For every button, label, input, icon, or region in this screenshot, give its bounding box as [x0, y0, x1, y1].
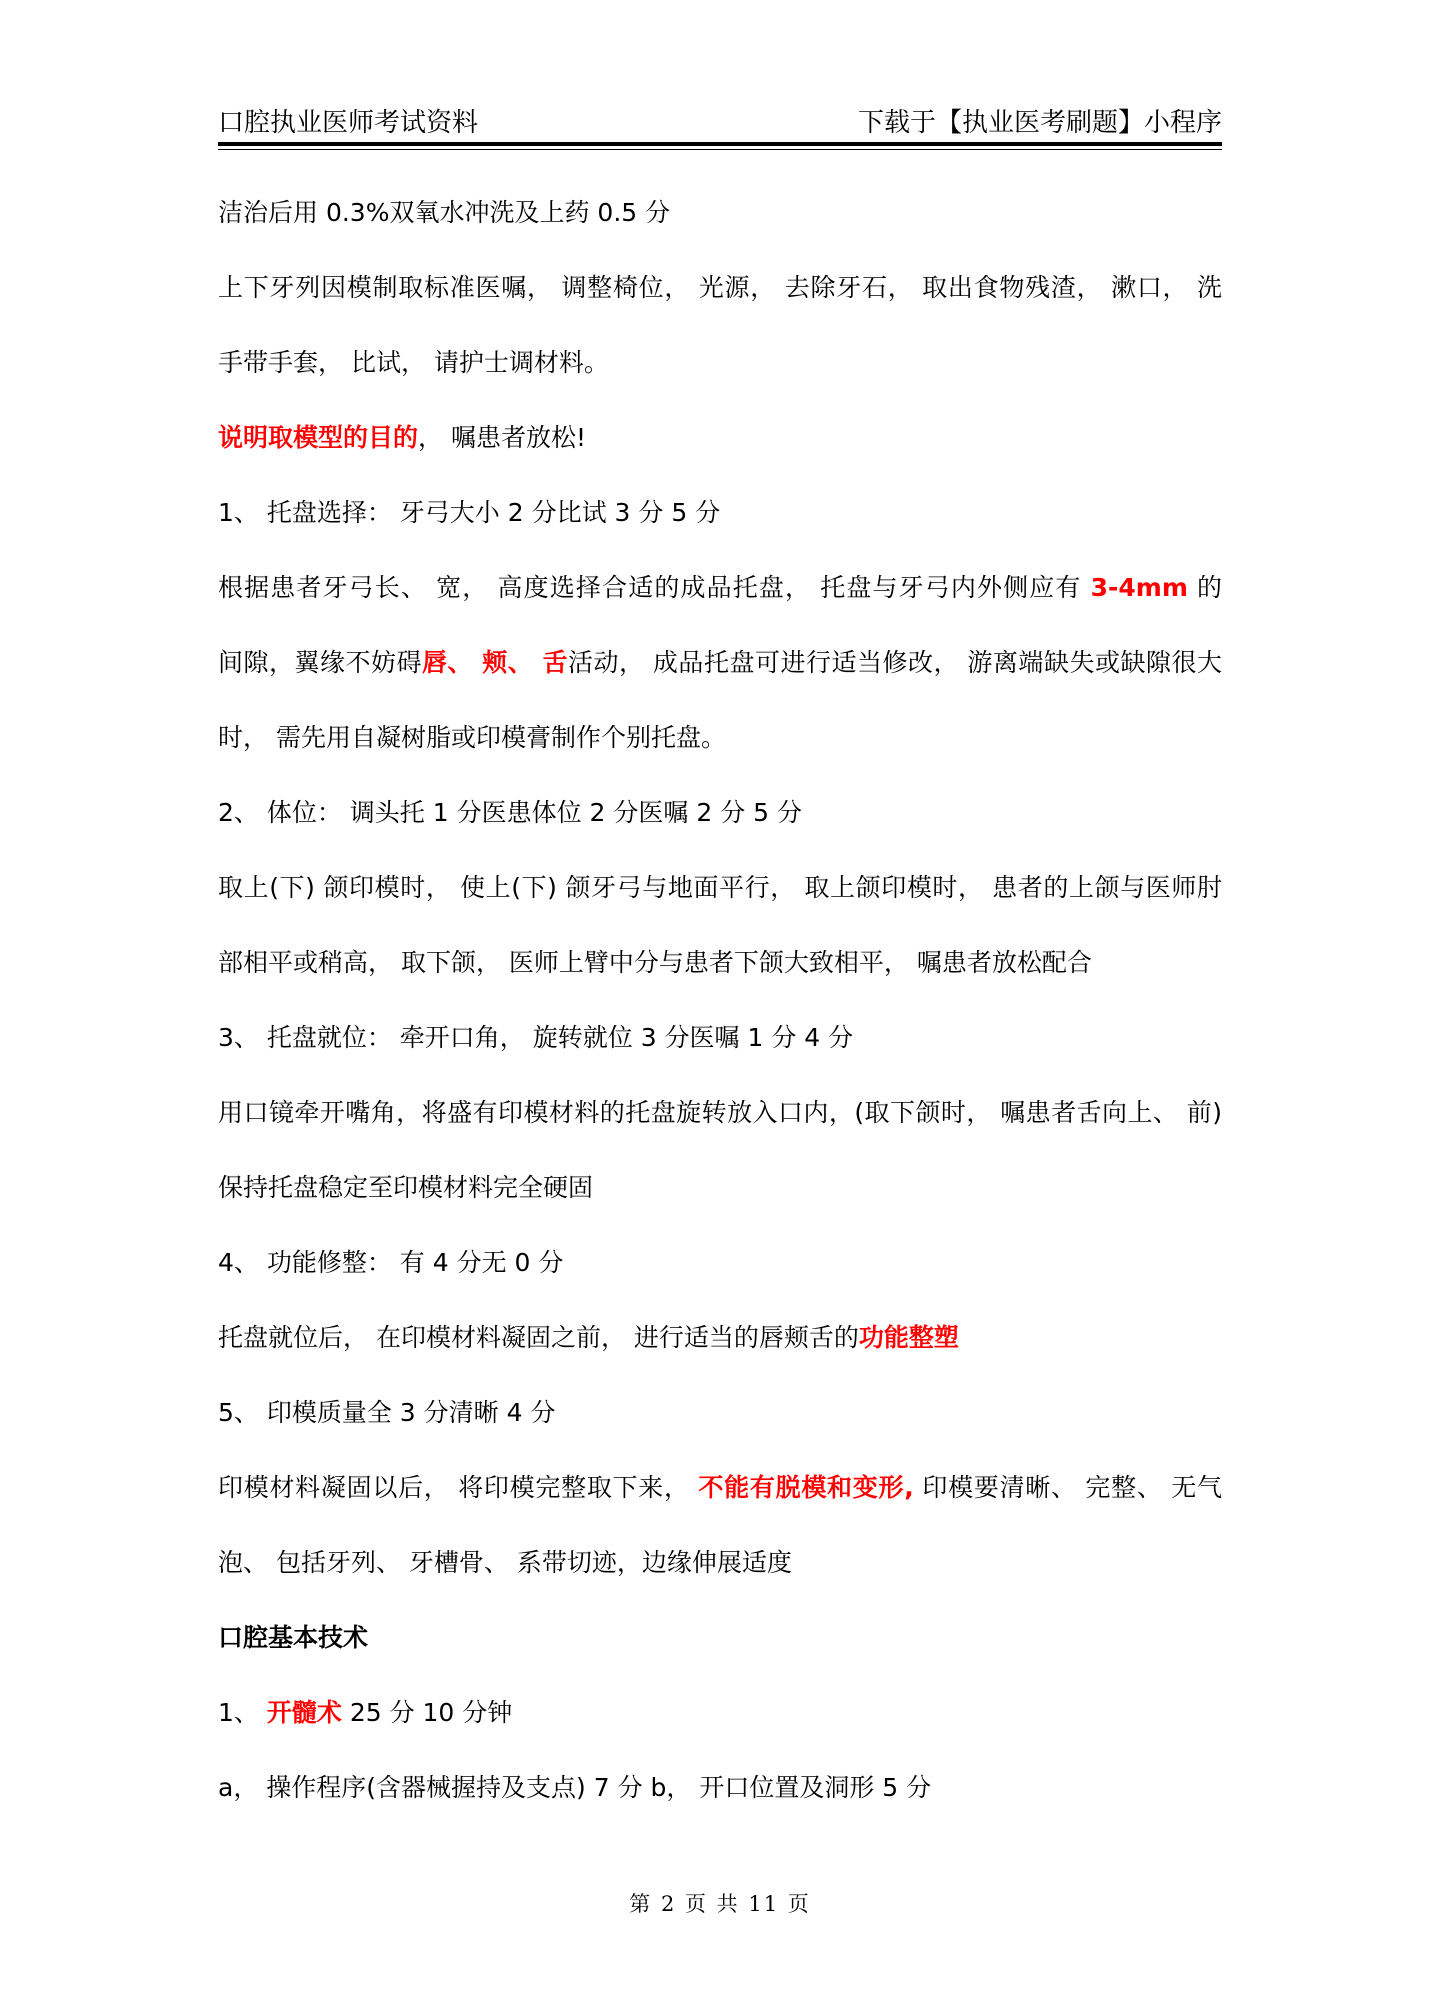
- section-functional-trim: 4、 功能修整： 有 4 分无 0 分: [218, 1248, 564, 1277]
- text-line-11: 部相平或稍高， 取下颌， 医师上臂中分与患者下颌大致相平， 嘱患者放松配合: [218, 948, 1092, 977]
- text-line-7: 间隙，翼缘不妨碍唇、 颊、 舌活动， 成品托盘可进行适当修改， 游离端缺失或缺隙很大: [218, 648, 1222, 677]
- section-heading: 口腔基本技术: [218, 1623, 369, 1652]
- section-position: 2、 体位： 调头托 1 分医患体位 2 分医嘱 2 分 5 分: [218, 798, 802, 827]
- text-line-16: 托盘就位后， 在印模材料凝固之前， 进行适当的唇颊舌的功能整塑: [218, 1323, 959, 1352]
- page-number: 第 2 页 共 11 页: [629, 1892, 811, 1916]
- page-header: [218, 96, 1222, 146]
- section-impression-quality: 5、 印模质量全 3 分清晰 4 分: [218, 1398, 556, 1427]
- text-line-14: 保持托盘稳定至印模材料完全硬固: [218, 1173, 594, 1202]
- highlight-text: 功能整塑: [858, 1323, 959, 1352]
- highlight-text: 开髓术: [266, 1698, 342, 1727]
- text-line-6: 根据患者牙弓长、 宽， 高度选择合适的成品托盘， 托盘与牙弓内外侧应有 3-4mm 的: [218, 573, 1222, 602]
- text-line-4: 说明取模型的目的， 嘱患者放松!: [218, 423, 586, 452]
- text-line-8: 时， 需先用自凝树脂或印模膏制作个别托盘。: [218, 723, 726, 752]
- text-line-3: 手带手套， 比试， 请护士调材料。: [218, 348, 609, 377]
- highlight-text: 3-4mm: [1090, 573, 1188, 602]
- section-pulp-opening: 1、 开髓术 25 分 10 分钟: [218, 1698, 513, 1727]
- header-source: 下载于【执业医考刷题】小程序: [857, 108, 1222, 138]
- header-title: 口腔执业医师考试资料: [218, 108, 479, 138]
- text-line-2: 上下牙列因模制取标准医嘱， 调整椅位， 光源， 去除牙石， 取出食物残渣， 漱口， 洗: [218, 273, 1222, 302]
- text-line-13: 用口镜牵开嘴角，将盛有印模材料的托盘旋转放入口内，(取下颌时， 嘱患者舌向上、 前): [218, 1098, 1222, 1127]
- header-rule-thick: [218, 142, 1222, 146]
- highlight-text: 唇、 颊、 舌: [422, 648, 568, 677]
- section-tray-selection: 1、 托盘选择： 牙弓大小 2 分比试 3 分 5 分: [218, 498, 721, 527]
- text-line-10: 取上(下) 颌印模时， 使上(下) 颌牙弓与地面平行， 取上颌印模时， 患者的上颌与医师肘: [218, 873, 1222, 902]
- text-line-22: a， 操作程序(含器械握持及支点) 7 分 b， 开口位置及洞形 5 分: [218, 1773, 932, 1802]
- highlight-text: 说明取模型的目的: [218, 423, 419, 452]
- text-line-18: 印模材料凝固以后， 将印模完整取下来， 不能有脱模和变形, 印模要清晰、 完整、 无气: [218, 1473, 1223, 1502]
- highlight-text: 不能有脱模和变形,: [698, 1473, 914, 1502]
- text-line-19: 泡、 包括牙列、 牙槽骨、 系带切迹，边缘伸展适度: [218, 1548, 792, 1577]
- text-line-1: 洁治后用 0.3%双氧水冲洗及上药 0.5 分: [218, 198, 671, 227]
- header-rule-thin: [218, 149, 1222, 150]
- section-tray-seating: 3、 托盘就位： 牵开口角， 旋转就位 3 分医嘱 1 分 4 分: [218, 1023, 854, 1052]
